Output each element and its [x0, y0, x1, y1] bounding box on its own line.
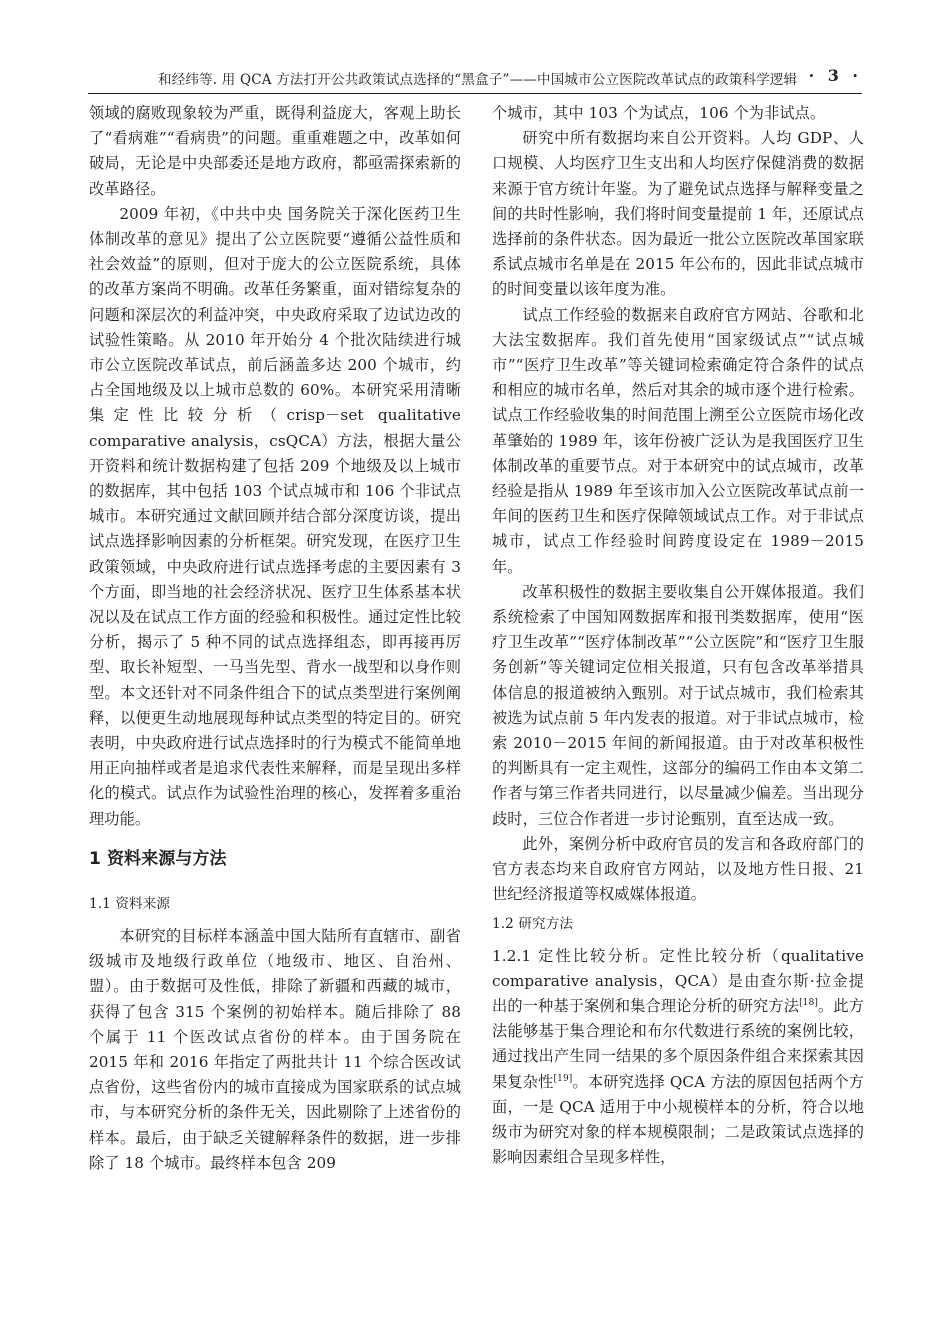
- subsection-heading-1-2: 1.2 研究方法: [492, 915, 574, 932]
- qca-method-text: 。此方法能够基于集合理论和布尔代数进行系统的案例比较，通过找出产生同一结果的多个原因条件组合来探索其因果复杂性: [492, 996, 864, 1091]
- section-heading: 1 资料来源与方法: [89, 848, 227, 869]
- left-paragraph-1: 领域的腐败现象较为严重，既得利益庞大，客观上助长了“看病难”“看病贵”的问题。重重难题之中，改革如何破局，无论是中央部委还是地方政府，都亟需探索新的改革路径。: [89, 104, 461, 198]
- header-rule: [88, 93, 862, 94]
- right-column: [492, 101, 864, 1170]
- running-header-title: 和经纬等. 用 QCA 方法打开公共政策试点选择的“黑盒子”——中国城市公立医院改革试点的政策科学逻辑: [158, 72, 798, 88]
- left-column: [89, 101, 461, 1176]
- citation-19[interactable]: [19]: [553, 1073, 573, 1084]
- citation-18[interactable]: [18]: [799, 997, 818, 1008]
- right-paragraph-4: 改革积极性的数据主要收集自公开媒体报道。我们系统检索了中国知网数据库和报刊类数据库，使用“医疗卫生改革”“医疗体制改革”“公立医院”和“医疗卫生服务创新”等关键词定位相关报道，只有包含改革举措具体信息的报道被纳入甄别。对于试点城市，我们检索其被选为试点前 5 年内发表的报道。对于非试点城市，检索 2010－2015 年间的新闻报道。由于对改革积极性的判断具有一定主观性，这部分的编码工作由本文第二作者与第三作者共同进行，以尽量减少偏差。当出现分歧时，三位合作者进一步讨论甄别，直至达成一致。: [492, 582, 864, 828]
- qca-reason-text: 。本研究选择 QCA 方法的原因包括两个方面，一是 QCA 适用于中小规模样本的分析，符合以地级市为研究对象的样本规模限制；二是政策试点选择的影响因素组合呈现多样性，: [492, 1072, 864, 1167]
- running-header: [88, 66, 862, 90]
- page-number: · 3 ·: [808, 66, 862, 85]
- right-paragraph-1: 个城市，其中 103 个为试点，106 个为非试点。: [492, 104, 826, 122]
- qca-definition-text: 1.2.1 定性比较分析。定性比较分析（qualitative comparative analysis，QCA）是由查尔斯·拉金提出的一种基于案例和集合理论分析的研究方法: [492, 946, 864, 1015]
- right-paragraph-3: 试点工作经验的数据来自政府官方网站、谷歌和北大法宝数据库。我们首先使用“国家级试点”“试点城市”“医疗卫生改革”等关键词检索确定符合条件的试点和相应的城市名单，然后对其余的城市逐个进行检索。试点工作经验收集的时间范围上溯至公立医院市场化改革肇始的 1989 年，该年份被广泛认为是我国医疗卫生体制改革的重要节点。对于本研究中的试点城市，改革经验是指从 1989 年至该市加入公立医院改革试点前一年间的医药卫生和医疗保障领域试点工作。对于非试点城市，试点工作经验时间跨度设定在 1989－2015 年。: [492, 305, 864, 576]
- right-paragraph-6: [492, 944, 864, 1171]
- subsection-heading-1-1: 1.1 资料来源: [89, 895, 171, 912]
- right-paragraph-5: 此外，案例分析中政府官员的发言和各政府部门的官方表态均来自政府官方网站，以及地方性日报、21 世纪经济报道等权威媒体报道。: [492, 834, 864, 904]
- left-paragraph-3: 本研究的目标样本涵盖中国大陆所有直辖市、副省级城市及地级行政单位（地级市、地区、自治州、盟）。由于数据可及性低，排除了新疆和西藏的城市，获得了包含 315 个案例的初始样本。随后排除了 88 个属于 11 个医改试点省份的样本。由于国务院在 2015 年和 2016 年指定了两批共计 11 个综合医改试点省份，这些省份内的城市直接成为国家联系的试点城市，与本研究分析的条件无关，因此剔除了上述省份的样本。最后，由于缺乏关键解释条件的数据，进一步排除了 18 个城市。最终样本包含 209: [89, 926, 461, 1172]
- right-paragraph-2: 研究中所有数据均来自公开资料。人均 GDP、人口规模、人均医疗卫生支出和人均医疗保健消费的数据来源于官方统计年鉴。为了避免试点选择与解释变量之间的共时性影响，我们将时间变量提前 1 年，还原试点选择前的条件状态。因为最近一批公立医院改革国家联系试点城市名单是在 2015 年公布的，因此非试点城市的时间变量以该年度为准。: [492, 129, 864, 299]
- left-paragraph-2: 2009 年初，《中共中央 国务院关于深化医药卫生体制改革的意见》提出了公立医院要“遵循公益性质和社会效益”的原则，但对于庞大的公立医院系统，具体的改革方案尚不明确。改革任务繁重，面对错综复杂的问题和深层次的利益冲突，中央政府采取了边试边改的试验性策略。从 2010 年开始分 4 个批次陆续进行城市公立医院改革试点，前后涵盖多达 200 个城市，约占全国地级及以上城市总数的 60%。本研究采用清晰集定性比较分析（crisp－set qualitative comparative analysis，csQCA）方法，根据大量公开资料和统计数据构建了包括 209 个地级及以上城市的数据库，其中包括 103 个试点城市和 106 个非试点城市。本研究通过文献回顾并结合部分深度访谈，提出试点选择影响因素的分析框架。研究发现，在医疗卫生政策领域，中央政府进行试点选择考虑的主要因素有 3 个方面，即当地的社会经济状况、医疗卫生体系基本状况以及在试点工作方面的经验和积极性。通过定性比较分析，揭示了 5 种不同的试点选择组态，即再接再厉型、取长补短型、一马当先型、背水一战型和以身作则型。本文还针对不同条件组合下的试点类型进行案例阐释，以便更生动地展现每种试点类型的特定目的。研究表明，中央政府进行试点选择时的行为模式不能简单地用正向抽样或者是追求代表性来解释，而是呈现出多样化的模式。试点作为试验性治理的核心，发挥着多重治理功能。: [89, 204, 461, 828]
